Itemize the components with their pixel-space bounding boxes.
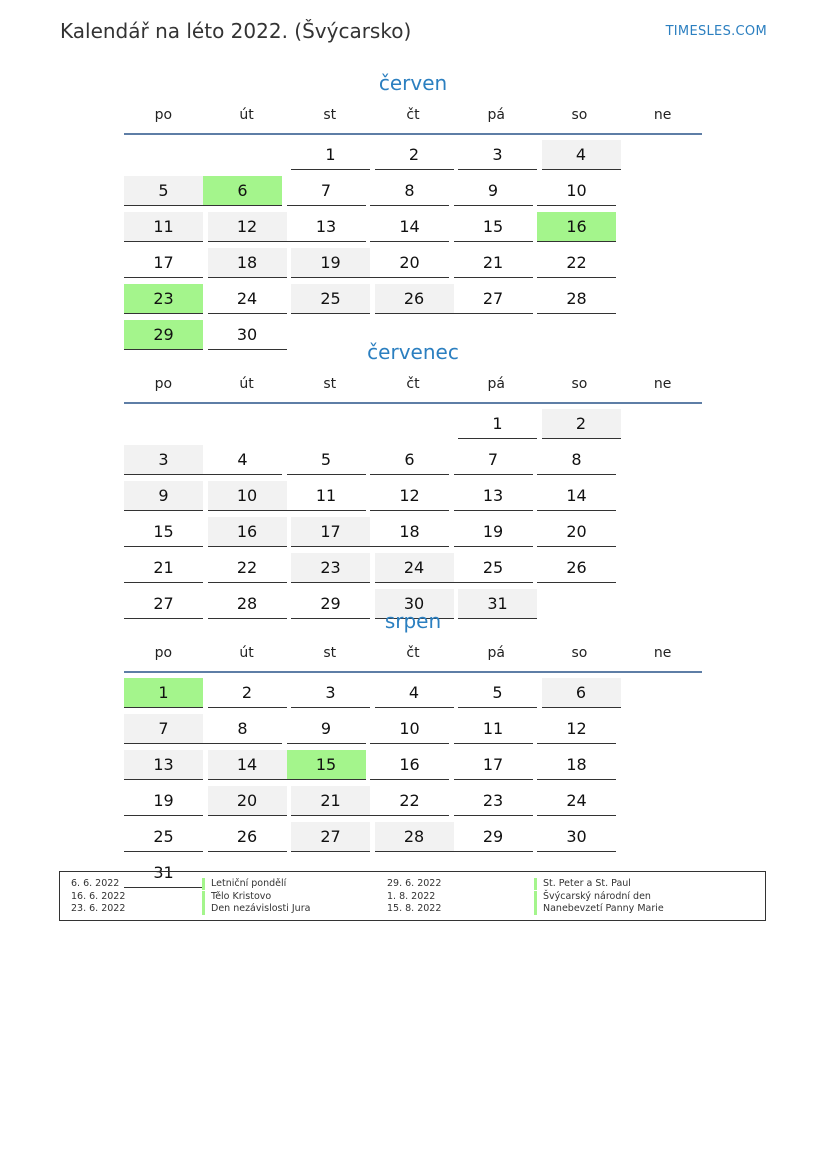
day-grid (124, 140, 702, 356)
empty-cell (208, 140, 287, 170)
day-cell[interactable]: 1 (458, 409, 537, 439)
day-cell[interactable]: 28 (375, 822, 454, 852)
day-cell[interactable]: 14 (208, 750, 287, 780)
day-cell[interactable]: 3 (291, 678, 370, 708)
day-cell[interactable]: 17 (291, 517, 370, 547)
day-cell[interactable]: 18 (208, 248, 287, 278)
day-cell[interactable]: 1 (124, 678, 203, 708)
header-divider (124, 402, 702, 404)
day-cell[interactable]: 10 (208, 481, 287, 511)
weekday-label: po (154, 376, 173, 392)
weekday-label: so (571, 107, 588, 123)
legend-date: 1. 8. 2022 (387, 890, 436, 902)
day-cell[interactable]: 30 (208, 320, 287, 350)
day-cell[interactable]: 2 (542, 409, 621, 439)
day-grid (124, 678, 702, 894)
weekday-label: st (323, 107, 337, 123)
day-cell[interactable]: 9 (454, 176, 533, 206)
day-cell[interactable]: 9 (287, 714, 366, 744)
weekday-label: so (571, 376, 588, 392)
day-cell[interactable]: 12 (537, 714, 616, 744)
day-cell[interactable]: 13 (124, 750, 203, 780)
weekday-label: pá (487, 376, 505, 392)
weekday-header (124, 366, 702, 402)
day-cell[interactable]: 23 (454, 786, 533, 816)
header-divider (124, 133, 702, 135)
day-cell[interactable]: 15 (124, 517, 203, 547)
month-title: červenec (367, 340, 459, 364)
weekday-label: út (239, 376, 254, 392)
weekday-label: čt (406, 645, 420, 661)
day-cell[interactable]: 16 (208, 517, 287, 547)
month-calendar-june (124, 69, 702, 356)
day-cell[interactable]: 29 (124, 320, 203, 350)
day-cell[interactable]: 22 (208, 553, 287, 583)
day-cell[interactable]: 27 (291, 822, 370, 852)
weekday-label: út (239, 107, 254, 123)
day-cell[interactable]: 16 (370, 750, 449, 780)
day-cell[interactable]: 10 (370, 714, 449, 744)
day-cell[interactable]: 3 (458, 140, 537, 170)
day-cell[interactable]: 6 (542, 678, 621, 708)
day-cell[interactable]: 13 (287, 212, 366, 242)
weekday-label: ne (653, 376, 672, 392)
day-cell[interactable]: 9 (124, 481, 203, 511)
day-cell[interactable]: 23 (291, 553, 370, 583)
day-cell[interactable]: 12 (208, 212, 287, 242)
day-cell[interactable]: 11 (454, 714, 533, 744)
weekday-header (124, 97, 702, 133)
empty-cell (375, 409, 454, 439)
legend-holiday-name: Švýcarský národní den (534, 891, 651, 903)
day-cell[interactable]: 22 (370, 786, 449, 816)
weekday-label: so (571, 645, 588, 661)
legend-date: 23. 6. 2022 (71, 903, 126, 914)
weekday-label: po (154, 645, 173, 661)
day-cell[interactable]: 21 (291, 786, 370, 816)
day-cell[interactable]: 28 (208, 589, 287, 619)
page-title: Kalendář na léto 2022. (Švýcarsko) (60, 19, 412, 43)
day-cell[interactable]: 24 (208, 284, 287, 314)
legend-date: 15. 8. 2022 (387, 903, 442, 914)
day-cell[interactable]: 14 (370, 212, 449, 242)
weekday-label: st (323, 645, 337, 661)
empty-cell (208, 409, 287, 439)
day-cell[interactable]: 7 (124, 714, 203, 744)
day-cell[interactable]: 13 (454, 481, 533, 511)
day-cell[interactable]: 12 (370, 481, 449, 511)
month-title: srpen (384, 609, 442, 633)
legend-date: 6. 6. 2022 (71, 878, 120, 889)
weekday-label: pá (487, 107, 505, 123)
day-cell[interactable]: 6 (370, 445, 449, 475)
day-cell[interactable]: 23 (124, 284, 203, 314)
day-cell[interactable]: 18 (370, 517, 449, 547)
legend-holiday-name: Den nezávislosti Jura (202, 903, 310, 915)
holiday-legend (59, 871, 766, 921)
day-cell[interactable]: 1 (291, 140, 370, 170)
day-cell[interactable]: 10 (537, 176, 616, 206)
weekday-label: st (323, 376, 337, 392)
day-cell[interactable]: 8 (203, 714, 282, 744)
day-cell[interactable]: 14 (537, 481, 616, 511)
day-cell[interactable]: 8 (370, 176, 449, 206)
legend-date: 16. 6. 2022 (71, 890, 126, 902)
day-cell[interactable]: 26 (537, 553, 616, 583)
day-cell[interactable]: 21 (454, 248, 533, 278)
day-cell[interactable]: 21 (124, 553, 203, 583)
day-cell[interactable]: 8 (537, 445, 616, 475)
day-cell[interactable]: 25 (291, 284, 370, 314)
day-cell[interactable]: 28 (537, 284, 616, 314)
day-cell[interactable]: 25 (454, 553, 533, 583)
day-cell[interactable]: 11 (287, 481, 366, 511)
month-calendar-july (124, 338, 702, 625)
day-cell[interactable]: 3 (124, 445, 203, 475)
header-divider (124, 671, 702, 673)
day-cell[interactable]: 17 (124, 248, 203, 278)
day-cell[interactable]: 27 (454, 284, 533, 314)
day-cell[interactable]: 5 (458, 678, 537, 708)
day-cell[interactable]: 30 (537, 822, 616, 852)
weekday-label: ne (653, 645, 672, 661)
empty-cell (124, 409, 203, 439)
legend-holiday-name: St. Peter a St. Paul (534, 878, 631, 890)
day-cell[interactable]: 24 (375, 553, 454, 583)
weekday-header (124, 635, 702, 671)
weekday-label: ne (653, 107, 672, 123)
site-link[interactable]: TIMESLES.COM (665, 24, 767, 39)
day-cell[interactable]: 22 (537, 248, 616, 278)
day-cell[interactable]: 26 (375, 284, 454, 314)
weekday-label: po (154, 107, 173, 123)
day-grid (124, 409, 702, 625)
day-cell[interactable]: 25 (124, 822, 203, 852)
day-cell[interactable]: 19 (454, 517, 533, 547)
day-cell[interactable]: 29 (454, 822, 533, 852)
weekday-label: pá (487, 645, 505, 661)
weekday-label: út (239, 645, 254, 661)
weekday-label: čt (406, 376, 420, 392)
day-cell[interactable]: 20 (370, 248, 449, 278)
day-cell[interactable]: 19 (291, 248, 370, 278)
month-title: červen (378, 71, 448, 95)
weekday-label: čt (406, 107, 420, 123)
empty-cell (291, 409, 370, 439)
legend-holiday-name: Letniční pondělí (202, 878, 286, 890)
day-cell[interactable]: 31 (458, 589, 537, 619)
day-cell[interactable]: 5 (124, 176, 203, 206)
day-cell[interactable]: 4 (375, 678, 454, 708)
legend-holiday-name: Nanebevzetí Panny Marie (534, 903, 664, 915)
day-cell[interactable]: 20 (208, 786, 287, 816)
day-cell[interactable]: 27 (124, 589, 203, 619)
day-cell[interactable]: 4 (542, 140, 621, 170)
day-cell[interactable]: 15 (287, 750, 366, 780)
day-cell[interactable]: 19 (124, 786, 203, 816)
day-cell[interactable]: 7 (454, 445, 533, 475)
legend-holiday-name: Tělo Kristovo (202, 891, 271, 903)
day-cell[interactable]: 24 (537, 786, 616, 816)
day-cell[interactable]: 11 (124, 212, 203, 242)
legend-date: 29. 6. 2022 (387, 878, 442, 889)
day-cell[interactable]: 2 (375, 140, 454, 170)
day-cell[interactable]: 7 (287, 176, 366, 206)
day-cell[interactable]: 5 (287, 445, 366, 475)
day-cell[interactable]: 31 (124, 858, 203, 888)
day-cell[interactable]: 29 (291, 589, 370, 619)
day-cell[interactable]: 6 (203, 176, 282, 206)
month-calendar-august (124, 607, 702, 894)
day-cell[interactable]: 20 (537, 517, 616, 547)
day-cell[interactable]: 18 (537, 750, 616, 780)
day-cell[interactable]: 16 (537, 212, 616, 242)
day-cell[interactable]: 2 (208, 678, 287, 708)
day-cell[interactable]: 26 (208, 822, 287, 852)
day-cell[interactable]: 15 (454, 212, 533, 242)
day-cell[interactable]: 4 (203, 445, 282, 475)
empty-cell (124, 140, 203, 170)
day-cell[interactable]: 17 (454, 750, 533, 780)
day-cell[interactable]: 30 (375, 589, 454, 619)
